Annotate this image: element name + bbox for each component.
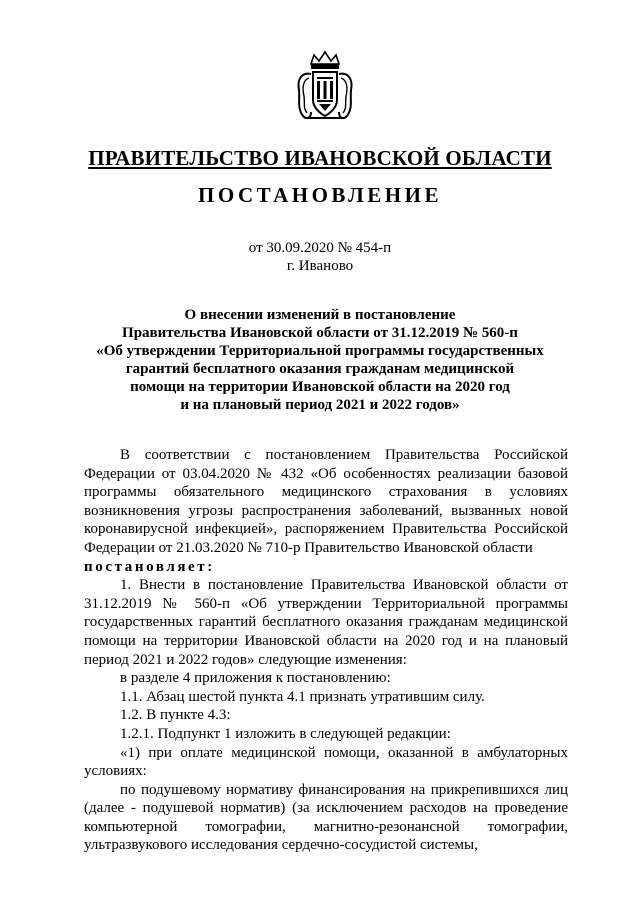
resolution-title <box>90 306 550 414</box>
title-line: Правительства Ивановской области от 31.12.2019 № 560-п <box>122 325 518 341</box>
ivanovo-coat-of-arms-icon <box>294 50 356 122</box>
decides-paragraph <box>84 558 568 577</box>
item-1: 1. Внести в постановление Правительства Ивановской области от 31.12.2019 № 560-п «Об утверждении Территориальной программы государственных гарантий бесплатного оказания гражданам медицинской помощи на территории Ивановской области на 2020 год и на плановый период 2021 и 2022 годов» следующие изменения: <box>84 577 568 668</box>
item-1-2: 1.2. В пункте 4.3: <box>120 707 231 724</box>
preamble-text: В соответствии с постановлением Правительства Российской Федерации от 03.04.2020 № 432 «Об особенностях реализации базовой программы обязательного медицинского страхования в условиях возникновения угрозы распространения заболеваний, вызванных новой коронавирусной инфекцией», распоряжением Правительства Российской Федерации от 21.03.2020 № 710-р Правительство Ивановской области <box>84 447 568 556</box>
title-line: помощи на территории Ивановской области на 2020 год <box>130 379 510 395</box>
title-line: «Об утверждении Территориальной программы государственных <box>96 343 544 359</box>
title-line: и на плановый период 2021 и 2022 годов» <box>180 397 460 413</box>
title-line: гарантий бесплатного оказания гражданам медицинской <box>125 361 515 377</box>
item-1-1: 1.1. Абзац шестой пункта 4.1 признать утратившим силу. <box>120 688 485 705</box>
preamble-paragraph <box>84 446 568 558</box>
document-body <box>84 446 568 855</box>
per-capita-paragraph: по подушевому нормативу финансирования на прикрепившихся лиц (далее - подушевой норматив) (за исключением расходов на проведение компьютерной томографии, магнитно-резонансной томографии, ультразвукового исследования сердечно-сосудистой системы, <box>84 781 568 854</box>
city: г. Иваново <box>286 258 354 274</box>
item-1-2-1: 1.2.1. Подпункт 1 изложить в следующей редакции: <box>120 725 451 742</box>
title-line: О внесении изменений в постановление <box>184 307 456 323</box>
section-4-intro: в разделе 4 приложения к постановлению: <box>120 670 391 687</box>
document-type: ПОСТАНОВЛЕНИЕ <box>198 183 442 207</box>
government-name: ПРАВИТЕЛЬСТВО ИВАНОВСКОЙ ОБЛАСТИ <box>88 146 552 170</box>
quote-subitem-1: «1) при оплате медицинской помощи, оказанной в амбулаторных условиях: <box>84 744 568 780</box>
decides-word: постановляет: <box>84 558 215 575</box>
date-number: от 30.09.2020 № 454-п <box>248 240 392 256</box>
